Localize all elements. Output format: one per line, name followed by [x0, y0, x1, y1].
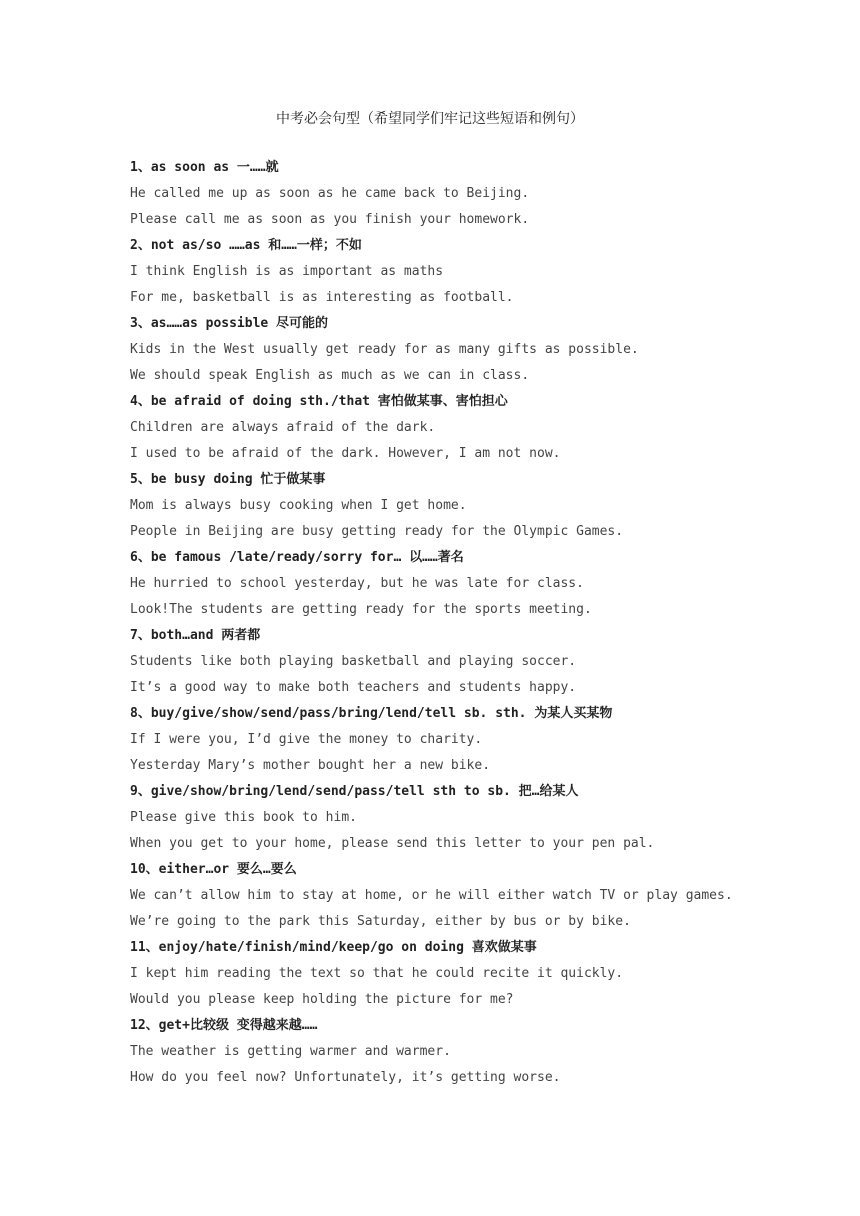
section-heading: 10、either…or 要么…要么	[130, 862, 297, 877]
example-sentence: Kids in the West usually get ready for as many gifts as possible.	[130, 342, 639, 357]
example-sentence: Yesterday Mary’s mother bought her a new bike.	[130, 758, 491, 773]
section-heading: 1、as soon as 一……就	[130, 160, 279, 175]
example-sentence: It’s a good way to make both teachers and students happy.	[130, 680, 577, 695]
example-sentence: I think English is as important as maths	[130, 264, 444, 279]
section-1	[130, 155, 830, 233]
section-9	[130, 779, 830, 857]
example-sentence: Please call me as soon as you finish your homework.	[130, 212, 530, 227]
section-heading: 11、enjoy/hate/finish/mind/keep/go on doing 喜欢做某事	[130, 940, 537, 955]
section-4	[130, 389, 830, 467]
example-sentence: Children are always afraid of the dark.	[130, 420, 436, 435]
section-5	[130, 467, 830, 545]
section-10	[130, 857, 830, 935]
section-heading: 8、buy/give/show/send/pass/bring/lend/tell sb. sth. 为某人买某物	[130, 706, 613, 721]
example-sentence: He called me up as soon as he came back to Beijing.	[130, 186, 530, 201]
example-sentence: If I were you, I’d give the money to charity.	[130, 732, 483, 747]
example-sentence: How do you feel now? Unfortunately, it’s getting worse.	[130, 1070, 561, 1085]
example-sentence: Please give this book to him.	[130, 810, 357, 825]
section-heading: 9、give/show/bring/lend/send/pass/tell sth to sb. 把…给某人	[130, 784, 579, 799]
section-8	[130, 701, 830, 779]
section-heading: 7、both…and 两者都	[130, 628, 261, 643]
document-title: 中考必会句型（希望同学们牢记这些短语和例句）	[276, 111, 584, 127]
example-sentence: Mom is always busy cooking when I get home.	[130, 498, 467, 513]
example-sentence: Students like both playing basketball and playing soccer.	[130, 654, 577, 669]
example-sentence: I used to be afraid of the dark. However, I am not now.	[130, 446, 561, 461]
section-2	[130, 233, 830, 311]
example-sentence: Would you please keep holding the picture for me?	[130, 992, 514, 1007]
example-sentence: People in Beijing are busy getting ready for the Olympic Games.	[130, 524, 624, 539]
section-heading: 12、get+比较级 变得越来越……	[130, 1018, 318, 1033]
example-sentence: Look!The students are getting ready for the sports meeting.	[130, 602, 592, 617]
example-sentence: When you get to your home, please send this letter to your pen pal.	[130, 836, 655, 851]
example-sentence: We should speak English as much as we can in class.	[130, 368, 530, 383]
section-12	[130, 1013, 830, 1091]
example-sentence: For me, basketball is as interesting as football.	[130, 290, 514, 305]
section-6	[130, 545, 830, 623]
example-sentence: We can’t allow him to stay at home, or he will either watch TV or play games.	[130, 888, 733, 903]
example-sentence: He hurried to school yesterday, but he was late for class.	[130, 576, 584, 591]
section-heading: 4、be afraid of doing sth./that 害怕做某事、害怕担心	[130, 394, 508, 409]
example-sentence: The weather is getting warmer and warmer.	[130, 1044, 451, 1059]
section-heading: 5、be busy doing 忙于做某事	[130, 472, 326, 487]
section-3	[130, 311, 830, 389]
section-11	[130, 935, 830, 1013]
section-7	[130, 623, 830, 701]
example-sentence: We’re going to the park this Saturday, either by bus or by bike.	[130, 914, 631, 929]
section-heading: 6、be famous /late/ready/sorry for… 以……著名	[130, 550, 464, 565]
section-heading: 3、as……as possible 尽可能的	[130, 316, 329, 331]
sentence-pattern-list	[130, 155, 830, 1091]
section-heading: 2、not as/so ……as 和……一样；不如	[130, 238, 362, 253]
example-sentence: I kept him reading the text so that he could recite it quickly.	[130, 966, 624, 981]
